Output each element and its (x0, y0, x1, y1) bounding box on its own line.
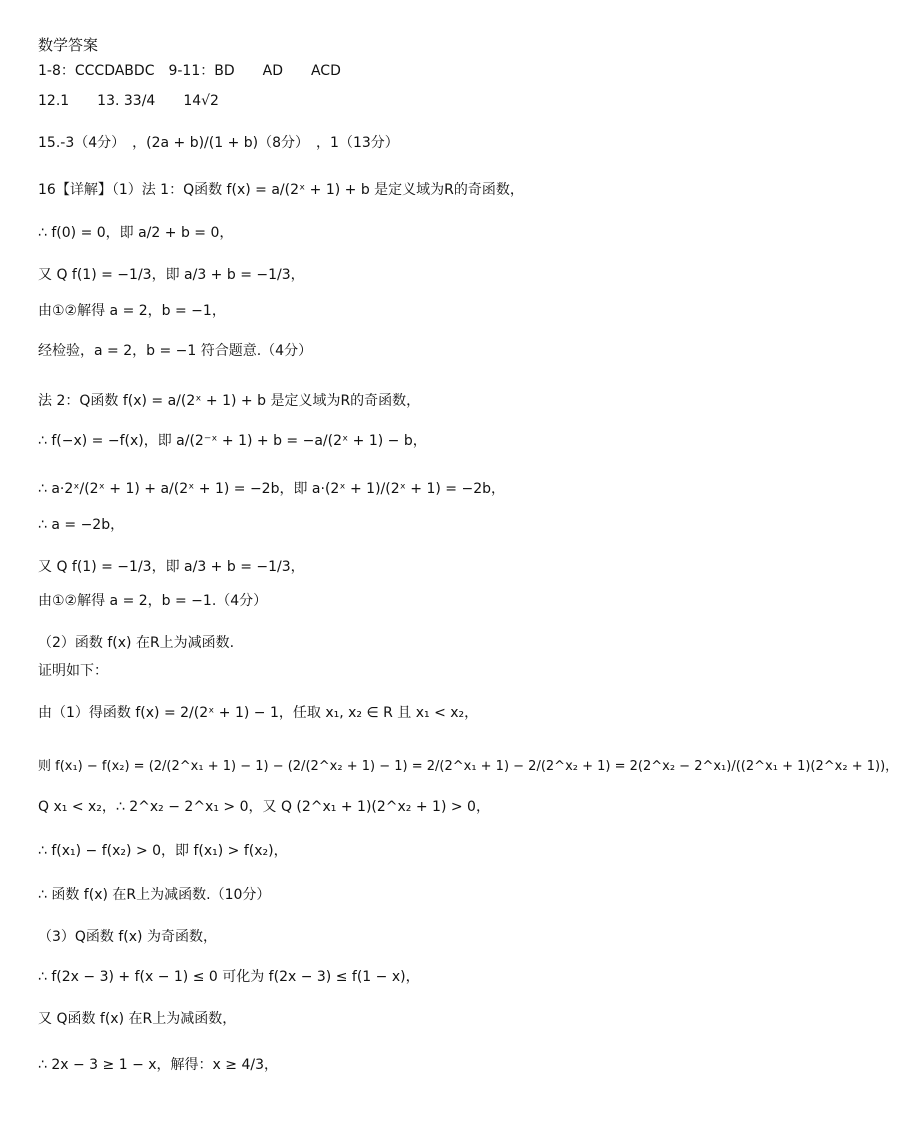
solution-line-20: ∴ f(2x − 3) + f(x − 1) ≤ 0 可化为 f(2x − 3) ≤ f(1 − x)， (38, 969, 420, 985)
solution-line-8: ∴ a·2ˣ/(2ˣ + 1) + a/(2ˣ + 1) = −2b，即 a·(2ˣ + 1)/(2ˣ + 1) = −2b， (38, 481, 505, 497)
solution-line-5: 经检验，a = 2，b = −1 符合题意.（4分） (38, 343, 313, 359)
solution-line-1: 16【详解】（1）法 1：Q函数 f(x) = a/(2ˣ + 1) + b 是定义域为R的奇函数， (38, 182, 524, 198)
solution-line-12: （2）函数 f(x) 在R上为减函数. (38, 635, 235, 651)
solution-line-9: ∴ a = −2b， (38, 517, 125, 533)
answer-line-2: 12.1 13. 33/4 14√2 (38, 93, 219, 109)
answer-line-1: 1-8：CCCDABDC 9-11：BD AD ACD (38, 63, 341, 79)
solution-line-14: 由（1）得函数 f(x) = 2/(2ˣ + 1) − 1，任取 x₁, x₂ ∈ R 且 x₁ < x₂， (38, 705, 479, 721)
solution-line-6: 法 2：Q函数 f(x) = a/(2ˣ + 1) + b 是定义域为R的奇函数， (38, 393, 421, 409)
solution-line-4: 由①②解得 a = 2，b = −1， (38, 303, 226, 319)
solution-line-22: ∴ 2x − 3 ≥ 1 − x，解得：x ≥ 4/3， (38, 1057, 278, 1073)
solution-line-10: 又 Q f(1) = −1/3，即 a/3 + b = −1/3， (38, 559, 305, 575)
solution-line-7: ∴ f(−x) = −f(x)，即 a/(2⁻ˣ + 1) + b = −a/(2ˣ + 1) − b， (38, 433, 427, 449)
solution-line-17: ∴ f(x₁) − f(x₂) > 0，即 f(x₁) > f(x₂)， (38, 843, 288, 859)
answer-line-3: 15.-3（4分） ，(2a + b)/(1 + b)（8分） ，1（13分） (38, 135, 399, 151)
solution-line-16: Q x₁ < x₂，∴ 2^x₂ − 2^x₁ > 0，又 Q (2^x₁ + 1)(2^x₂ + 1) > 0， (38, 799, 490, 815)
solution-line-13: 证明如下： (38, 663, 108, 679)
solution-line-15: 则 f(x₁) − f(x₂) = (2/(2^x₁ + 1) − 1) − (2/(2^x₂ + 1) − 1) = 2/(2^x₁ + 1) − 2/(2^x₂ + 1) = 2(2^x₂ − 2^x₁)/((2^x₁ + 1)(2^x₂ + 1))， (38, 759, 898, 774)
solution-line-21: 又 Q函数 f(x) 在R上为减函数， (38, 1011, 237, 1027)
solution-line-3: 又 Q f(1) = −1/3，即 a/3 + b = −1/3， (38, 267, 305, 283)
solution-line-19: （3）Q函数 f(x) 为奇函数， (38, 929, 217, 945)
solution-line-11: 由①②解得 a = 2，b = −1.（4分） (38, 593, 268, 609)
solution-line-18: ∴ 函数 f(x) 在R上为减函数.（10分） (38, 887, 271, 903)
document-title: 数学答案 (38, 36, 99, 54)
solution-line-2: ∴ f(0) = 0，即 a/2 + b = 0， (38, 225, 234, 241)
